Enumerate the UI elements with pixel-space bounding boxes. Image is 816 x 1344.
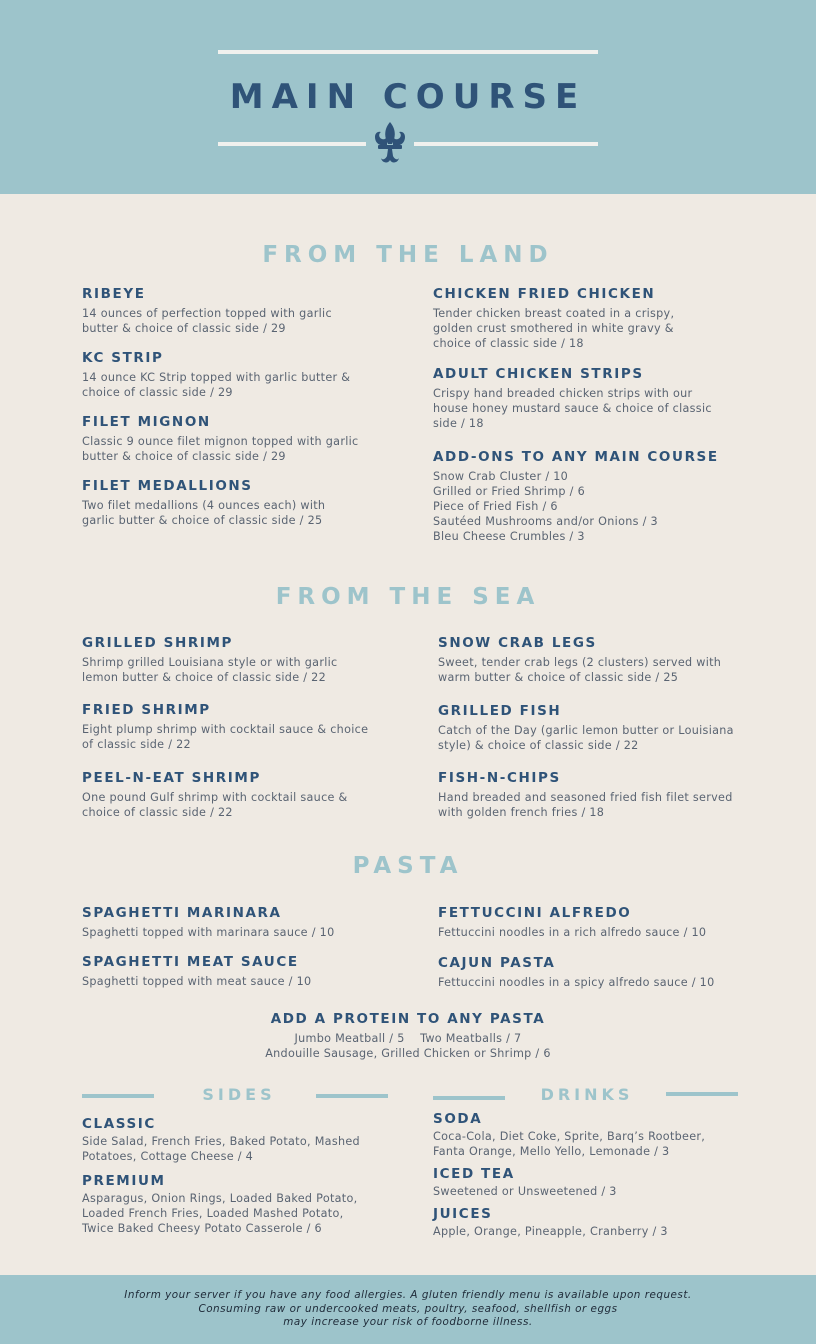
- item-description: [82, 974, 311, 989]
- item-name: KC STRIP: [82, 350, 164, 366]
- item-description: [433, 386, 712, 431]
- desc-line: Spaghetti topped with marinara sauce / 10: [82, 926, 335, 939]
- disclaimer-line: Inform your server if you have any food allergies. A gluten friendly menu is available upon request.: [124, 1289, 692, 1301]
- item-name: FISH-N-CHIPS: [438, 770, 561, 786]
- item-name: SNOW CRAB LEGS: [438, 635, 597, 651]
- item-name: SPAGHETTI MEAT SAUCE: [82, 954, 299, 970]
- fleur-de-lis-icon: [366, 120, 414, 166]
- desc-line: Classic 9 ounce filet mignon topped with garlic: [82, 435, 359, 448]
- desc-line: with golden french fries / 18: [438, 806, 605, 819]
- item-name: FILET MEDALLIONS: [82, 478, 253, 494]
- desc-line: Apple, Orange, Pineapple, Cranberry / 3: [433, 1225, 668, 1238]
- item-name: CAJUN PASTA: [438, 955, 556, 971]
- desc-line: Hand breaded and seasoned fried fish filet served: [438, 791, 733, 804]
- add-protein-title: ADD A PROTEIN TO ANY PASTA: [270, 1011, 546, 1027]
- menu-item-kc-strip: [82, 349, 350, 400]
- item-description: [82, 306, 332, 336]
- desc-line: Jumbo Meatball / 5 Two Meatballs / 7: [294, 1032, 522, 1045]
- item-description: [82, 1134, 360, 1164]
- desc-line: side / 18: [433, 417, 484, 430]
- item-name: ICED TEA: [433, 1166, 515, 1182]
- menu-item-peel-n-eat-shrimp: [82, 769, 348, 820]
- item-description: [433, 469, 719, 544]
- item-description: [433, 306, 674, 351]
- item-description: [438, 723, 734, 753]
- desc-line: garlic butter & choice of classic side / 25: [82, 514, 323, 527]
- desc-line: Fettuccini noodles in a rich alfredo sauce / 10: [438, 926, 707, 939]
- menu-item-ribeye: [82, 285, 332, 336]
- section-title-drinks: DRINKS: [540, 1085, 634, 1104]
- desc-line: Piece of Fried Fish / 6: [433, 500, 558, 513]
- item-name: CHICKEN FRIED CHICKEN: [433, 286, 656, 302]
- desc-line: butter & choice of classic side / 29: [82, 322, 286, 335]
- item-description: [82, 1191, 358, 1236]
- desc-line: Andouille Sausage, Grilled Chicken or Shrimp / 6: [265, 1047, 551, 1060]
- desc-line: Two filet medallions (4 ounces each) with: [82, 499, 326, 512]
- disclaimer-line: Consuming raw or undercooked meats, poultry, seafood, shellfish or eggs: [198, 1302, 618, 1315]
- menu-item-chicken-fried-chicken: [433, 285, 674, 351]
- desc-line: Fanta Orange, Mello Yello, Lemonade / 3: [433, 1145, 670, 1158]
- menu-item-cajun-pasta: [438, 954, 715, 990]
- drinks-item-iced-tea: [433, 1165, 617, 1199]
- menu-item-add-ons: [433, 448, 719, 544]
- menu-item-fish-n-chips: [438, 769, 733, 820]
- item-name: CLASSIC: [82, 1116, 156, 1132]
- desc-line: house honey mustard sauce & choice of classic: [433, 402, 712, 415]
- desc-line: choice of classic side / 22: [82, 806, 233, 819]
- item-description: [433, 1129, 705, 1159]
- section-title-land: FROM THE LAND: [262, 242, 554, 268]
- item-name: SODA: [433, 1111, 483, 1127]
- desc-line: One pound Gulf shrimp with cocktail sauce &: [82, 791, 348, 804]
- desc-line: Catch of the Day (garlic lemon butter or Louisiana: [438, 724, 734, 737]
- drinks-divider-right: [666, 1092, 738, 1096]
- desc-line: of classic side / 22: [82, 738, 191, 751]
- drinks-item-soda: [433, 1110, 705, 1159]
- item-description: [82, 498, 325, 528]
- desc-line: Side Salad, French Fries, Baked Potato, Mashed: [82, 1135, 360, 1148]
- menu-item-adult-chicken-strips: [433, 365, 712, 431]
- menu-item-grilled-shrimp: [82, 634, 338, 685]
- desc-line: Asparagus, Onion Rings, Loaded Baked Potato,: [82, 1192, 358, 1205]
- desc-line: Spaghetti topped with meat sauce / 10: [82, 975, 312, 988]
- add-protein-block: [0, 1010, 816, 1061]
- item-name: GRILLED FISH: [438, 703, 562, 719]
- menu-item-spaghetti-meat-sauce: [82, 953, 311, 989]
- item-name: JUICES: [433, 1206, 493, 1222]
- item-name: ADULT CHICKEN STRIPS: [433, 366, 644, 382]
- desc-line: Shrimp grilled Louisiana style or with garlic: [82, 656, 338, 669]
- menu-item-spaghetti-marinara: [82, 904, 334, 940]
- sides-divider-right: [316, 1094, 388, 1098]
- menu-item-fried-shrimp: [82, 701, 368, 752]
- section-title-sides: SIDES: [202, 1085, 276, 1104]
- page-title: MAIN COURSE: [229, 77, 587, 117]
- item-description: [82, 370, 350, 400]
- menu-item-fettuccini-alfredo: [438, 904, 706, 940]
- item-description: [82, 655, 338, 685]
- desc-line: style) & choice of classic side / 22: [438, 739, 639, 752]
- desc-line: Potatoes, Cottage Cheese / 4: [82, 1150, 254, 1163]
- desc-line: Fettuccini noodles in a spicy alfredo sauce / 10: [438, 976, 715, 989]
- add-protein-description: [0, 1031, 816, 1061]
- drinks-divider-left: [433, 1096, 505, 1100]
- item-description: [438, 655, 721, 685]
- item-name: ADD-ONS TO ANY MAIN COURSE: [433, 449, 719, 465]
- item-name: SPAGHETTI MARINARA: [82, 905, 282, 921]
- menu-item-filet-medallions: [82, 477, 325, 528]
- item-description: [438, 925, 706, 940]
- item-name: PEEL-N-EAT SHRIMP: [82, 770, 261, 786]
- desc-line: Loaded French Fries, Loaded Mashed Potato,: [82, 1207, 344, 1220]
- menu-item-snow-crab-legs: [438, 634, 721, 685]
- desc-line: butter & choice of classic side / 29: [82, 450, 286, 463]
- desc-line: Coca-Cola, Diet Coke, Sprite, Barq’s Rootbeer,: [433, 1130, 706, 1143]
- item-description: [82, 434, 359, 464]
- sides-item-premium: [82, 1172, 358, 1236]
- sides-item-classic: [82, 1115, 360, 1164]
- desc-line: lemon butter & choice of classic side / 22: [82, 671, 327, 684]
- desc-line: Tender chicken breast coated in a crispy,: [433, 307, 675, 320]
- desc-line: choice of classic side / 29: [82, 386, 233, 399]
- item-description: [433, 1224, 668, 1239]
- item-name: RIBEYE: [82, 286, 146, 302]
- desc-line: Twice Baked Cheesy Potato Casserole / 6: [82, 1222, 322, 1235]
- item-description: [82, 722, 368, 752]
- desc-line: choice of classic side / 18: [433, 337, 584, 350]
- desc-line: Eight plump shrimp with cocktail sauce & choice: [82, 723, 369, 736]
- desc-line: Sautéed Mushrooms and/or Onions / 3: [433, 515, 658, 528]
- item-description: [82, 925, 334, 940]
- desc-line: 14 ounce KC Strip topped with garlic butter &: [82, 371, 351, 384]
- desc-line: Sweet, tender crab legs (2 clusters) served with: [438, 656, 722, 669]
- header-banner: [0, 0, 816, 194]
- item-description: [438, 975, 715, 990]
- item-description: [82, 790, 348, 820]
- desc-line: Snow Crab Cluster / 10: [433, 470, 569, 483]
- desc-line: warm butter & choice of classic side / 25: [438, 671, 679, 684]
- item-name: FETTUCCINI ALFREDO: [438, 905, 632, 921]
- section-title-pasta: PASTA: [352, 853, 464, 879]
- item-name: FILET MIGNON: [82, 414, 211, 430]
- section-title-sea: FROM THE SEA: [275, 584, 541, 610]
- item-description: [433, 1184, 617, 1199]
- sides-divider-left: [82, 1094, 154, 1098]
- menu-item-grilled-fish: [438, 702, 734, 753]
- desc-line: Sweetened or Unsweetened / 3: [433, 1185, 617, 1198]
- desc-line: Crispy hand breaded chicken strips with our: [433, 387, 693, 400]
- item-description: [438, 790, 733, 820]
- disclaimer-line: may increase your risk of foodborne illness.: [283, 1316, 533, 1328]
- header-rule-top: [218, 50, 598, 54]
- desc-line: 14 ounces of perfection topped with garlic: [82, 307, 332, 320]
- item-name: GRILLED SHRIMP: [82, 635, 233, 651]
- item-name: FRIED SHRIMP: [82, 702, 211, 718]
- drinks-item-juices: [433, 1205, 668, 1239]
- desc-line: Bleu Cheese Crumbles / 3: [433, 530, 585, 543]
- menu-item-filet-mignon: [82, 413, 359, 464]
- item-name: PREMIUM: [82, 1173, 166, 1189]
- desc-line: golden crust smothered in white gravy &: [433, 322, 674, 335]
- footer-disclaimer: [0, 1275, 816, 1344]
- desc-line: Grilled or Fried Shrimp / 6: [433, 485, 586, 498]
